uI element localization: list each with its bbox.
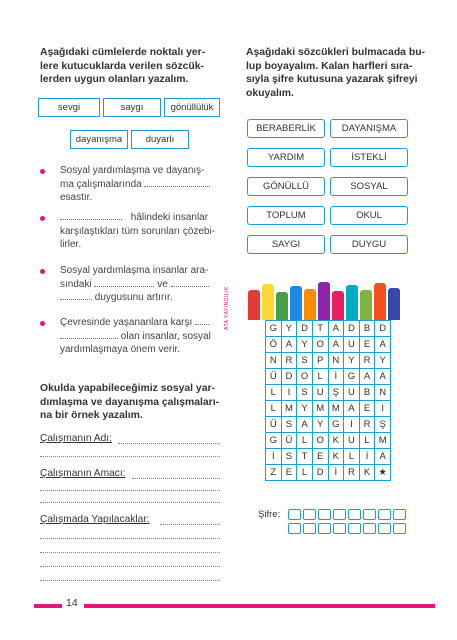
bullet: [40, 321, 45, 326]
footer-accent: [34, 604, 62, 608]
pencils-illustration: [244, 280, 410, 320]
word-okul: OKUL: [330, 206, 408, 225]
grid-cell[interactable]: I: [375, 401, 391, 417]
grid-cell[interactable]: O: [312, 337, 328, 353]
word-beraberlik: BERABERLİK: [247, 119, 325, 138]
grid-cell[interactable]: N: [375, 385, 391, 401]
grid-cell[interactable]: Ü: [281, 433, 297, 449]
footer-rule: [84, 604, 435, 608]
pencil-icon: [374, 283, 386, 320]
blank[interactable]: [195, 324, 209, 325]
grid-cell[interactable]: İ: [266, 449, 282, 465]
word-istekli: İSTEKLİ: [330, 148, 408, 167]
cipher-cell[interactable]: [393, 523, 406, 534]
grid-cell[interactable]: U: [344, 433, 360, 449]
bullet: [40, 169, 45, 174]
grid-cell[interactable]: D: [312, 465, 328, 481]
word-toplum: TOPLUM: [247, 206, 325, 225]
grid-cell[interactable]: N: [266, 353, 282, 369]
cipher-cell[interactable]: [348, 509, 361, 520]
word-yardim: YARDIM: [247, 148, 325, 167]
grid-cell[interactable]: E: [359, 401, 375, 417]
instruction-line: lere kutucuklarda verilen sözcük-: [40, 60, 205, 72]
grid-cell[interactable]: L: [312, 369, 328, 385]
pencil-icon: [346, 285, 358, 320]
answer-line[interactable]: [132, 478, 220, 479]
grid-cell[interactable]: A: [328, 337, 344, 353]
grid-row: [266, 337, 391, 353]
grid-row: [266, 321, 391, 337]
answer-line[interactable]: [118, 443, 220, 444]
word-box-saygi: saygı: [103, 98, 161, 117]
cipher-cell[interactable]: [393, 509, 406, 520]
grid-cell[interactable]: K: [328, 433, 344, 449]
answer-line[interactable]: [40, 490, 220, 491]
grid-cell[interactable]: R: [359, 417, 375, 433]
cipher-cell[interactable]: [333, 509, 346, 520]
cipher-cell[interactable]: [288, 523, 301, 534]
word-saygi: SAYGI: [247, 235, 325, 254]
answer-line[interactable]: [40, 552, 220, 553]
cipher-cell[interactable]: [378, 509, 391, 520]
grid-cell[interactable]: Ş: [375, 417, 391, 433]
grid-cell[interactable]: G: [328, 417, 344, 433]
word-sosyal: SOSYAL: [330, 177, 408, 196]
grid-cell[interactable]: Y: [297, 401, 313, 417]
grid-cell[interactable]: B: [359, 321, 375, 337]
grid-cell[interactable]: Ö: [266, 337, 282, 353]
instruction-2: Okulda yapabileceğimiz sosyal yar- dımlaşma ve dayanışma çalışmaları- na bir örnek yazalım.: [40, 383, 220, 422]
grid-cell[interactable]: L: [297, 433, 313, 449]
answer-line[interactable]: [40, 456, 220, 457]
word-gonullu: GÖNÜLLÜ: [247, 177, 325, 196]
pencil-icon: [262, 284, 274, 320]
grid-cell[interactable]: I: [344, 417, 360, 433]
grid-cell[interactable]: Ş: [328, 385, 344, 401]
grid-cell[interactable]: Ü: [266, 417, 282, 433]
grid-cell[interactable]: A: [328, 321, 344, 337]
grid-cell[interactable]: M: [281, 401, 297, 417]
grid-cell[interactable]: İ: [328, 369, 344, 385]
grid-cell[interactable]: Z: [266, 465, 282, 481]
grid-cell[interactable]: Y: [375, 353, 391, 369]
publisher-side-label: ATA YAYINCILIK: [224, 286, 230, 330]
sentence-4: Çevresinde yaşananlara karşı olan insanlar, sosyal yardımlaşmaya önem verir.: [60, 317, 211, 355]
word-box-dayanisma: dayanışma: [70, 130, 128, 149]
grid-cell[interactable]: N: [328, 353, 344, 369]
grid-row: [266, 401, 391, 417]
grid-cell[interactable]: ★: [375, 465, 391, 481]
grid-cell[interactable]: A: [375, 449, 391, 465]
answer-line[interactable]: [40, 502, 220, 503]
grid-cell[interactable]: L: [266, 385, 282, 401]
instruction-line: Aşağıdaki cümlelerde noktalı yer-: [40, 47, 206, 58]
grid-cell[interactable]: T: [297, 449, 313, 465]
field-tasks-label: Çalışmada Yapılacaklar:: [40, 514, 150, 525]
cipher-label: Şifre:: [258, 509, 281, 520]
grid-cell[interactable]: M: [328, 401, 344, 417]
grid-cell[interactable]: S: [281, 417, 297, 433]
pencil-icon: [332, 291, 344, 320]
word-duygu: DUYGU: [330, 235, 408, 254]
grid-row: [266, 369, 391, 385]
grid-cell[interactable]: R: [281, 353, 297, 369]
cipher-cell[interactable]: [363, 509, 376, 520]
field-purpose-label: Çalışmanın Amacı:: [40, 468, 126, 479]
grid-cell[interactable]: A: [344, 401, 360, 417]
grid-cell[interactable]: E: [281, 465, 297, 481]
grid-cell[interactable]: E: [359, 337, 375, 353]
grid-cell[interactable]: Y: [297, 337, 313, 353]
grid-cell[interactable]: M: [312, 401, 328, 417]
grid-cell[interactable]: Ü: [266, 369, 282, 385]
field-name-label: Çalışmanın Adı:: [40, 433, 112, 444]
grid-cell[interactable]: Y: [312, 417, 328, 433]
grid-cell[interactable]: D: [297, 321, 313, 337]
grid-cell[interactable]: S: [297, 385, 313, 401]
grid-row: [266, 417, 391, 433]
pencil-icon: [388, 288, 400, 320]
blank[interactable]: [171, 286, 209, 287]
answer-line[interactable]: [40, 566, 220, 567]
grid-row: [266, 449, 391, 465]
bullet: [40, 216, 45, 221]
grid-cell[interactable]: A: [375, 337, 391, 353]
grid-cell[interactable]: A: [375, 369, 391, 385]
cipher-cell[interactable]: [288, 509, 301, 520]
blank[interactable]: [144, 186, 210, 187]
grid-cell[interactable]: B: [359, 385, 375, 401]
sentence-1: Sosyal yardımlaşma ve dayanış- ma çalışmalarında esastır.: [60, 164, 222, 205]
grid-cell[interactable]: G: [344, 369, 360, 385]
grid-cell[interactable]: Y: [344, 353, 360, 369]
instruction-line: lerden uygun olanları yazalım.: [40, 74, 189, 86]
grid-cell[interactable]: K: [328, 449, 344, 465]
grid-cell[interactable]: A: [359, 369, 375, 385]
grid-cell[interactable]: L: [359, 433, 375, 449]
cipher-cell[interactable]: [303, 523, 316, 534]
grid-cell[interactable]: K: [359, 465, 375, 481]
sentence-2: hâlindeki insanlar karşılaştıkları tüm sorunları çözebi- lirler.: [60, 212, 216, 250]
grid-row: [266, 385, 391, 401]
word-box-gonullu: gönüllülük: [164, 98, 220, 117]
pencil-icon: [248, 290, 260, 320]
grid-row: [266, 353, 391, 369]
grid-cell[interactable]: L: [266, 401, 282, 417]
pencil-icon: [276, 292, 288, 320]
grid-cell[interactable]: S: [297, 353, 313, 369]
grid-cell[interactable]: P: [312, 353, 328, 369]
grid-cell[interactable]: D: [375, 321, 391, 337]
pencil-icon: [318, 282, 330, 320]
grid-cell[interactable]: D: [281, 369, 297, 385]
grid-cell[interactable]: E: [312, 449, 328, 465]
grid-cell[interactable]: L: [297, 465, 313, 481]
instruction-1: [40, 46, 225, 87]
grid-cell[interactable]: U: [344, 385, 360, 401]
instruction-3: Aşağıdaki sözcükleri bulmacada bu- lup boyayalım. Kalan harfleri sıra- sıyla şifre kutusuna yazarak şifreyi okuyalım.: [246, 47, 426, 99]
pencil-icon: [360, 290, 372, 320]
blank[interactable]: [60, 219, 122, 220]
word-box-duyarli: duyarlı: [131, 130, 189, 149]
grid-cell[interactable]: G: [266, 321, 282, 337]
grid-cell[interactable]: U: [312, 385, 328, 401]
blank[interactable]: [60, 338, 118, 339]
cipher-cell[interactable]: [318, 509, 331, 520]
blank[interactable]: [94, 286, 154, 287]
grid-cell[interactable]: U: [344, 337, 360, 353]
grid-row: [266, 465, 391, 481]
word-dayanisma: DAYANIŞMA: [330, 119, 408, 138]
word-search-grid: [265, 320, 391, 481]
cipher-cell[interactable]: [363, 523, 376, 534]
bullet: [40, 269, 45, 274]
grid-cell[interactable]: R: [359, 353, 375, 369]
grid-cell[interactable]: O: [297, 369, 313, 385]
grid-cell[interactable]: R: [344, 465, 360, 481]
cipher-cell[interactable]: [348, 523, 361, 534]
answer-line[interactable]: [40, 538, 220, 539]
grid-row: [266, 433, 391, 449]
grid-cell[interactable]: D: [344, 321, 360, 337]
answer-line[interactable]: [40, 580, 220, 581]
grid-cell[interactable]: Y: [281, 321, 297, 337]
grid-cell[interactable]: G: [266, 433, 282, 449]
pencil-icon: [304, 289, 316, 320]
word-box-sevgi: sevgi: [38, 98, 100, 117]
blank[interactable]: [60, 299, 92, 300]
sentence-3: Sosyal yardımlaşma insanlar ara- sındaki ve duygusunu artırır.: [60, 265, 209, 303]
pencil-icon: [290, 286, 302, 320]
cipher-cell[interactable]: [303, 509, 316, 520]
answer-line[interactable]: [160, 524, 220, 525]
grid-cell[interactable]: A: [297, 417, 313, 433]
grid-cell[interactable]: M: [375, 433, 391, 449]
grid-cell[interactable]: İ: [359, 449, 375, 465]
cipher-cell[interactable]: [333, 523, 346, 534]
grid-cell[interactable]: A: [281, 337, 297, 353]
grid-cell[interactable]: I: [281, 385, 297, 401]
grid-cell[interactable]: O: [312, 433, 328, 449]
grid-cell[interactable]: S: [281, 449, 297, 465]
grid-cell[interactable]: L: [344, 449, 360, 465]
grid-cell[interactable]: T: [312, 321, 328, 337]
grid-cell[interactable]: İ: [328, 465, 344, 481]
page-number: 14: [66, 597, 78, 609]
cipher-cell[interactable]: [378, 523, 391, 534]
cipher-cell[interactable]: [318, 523, 331, 534]
